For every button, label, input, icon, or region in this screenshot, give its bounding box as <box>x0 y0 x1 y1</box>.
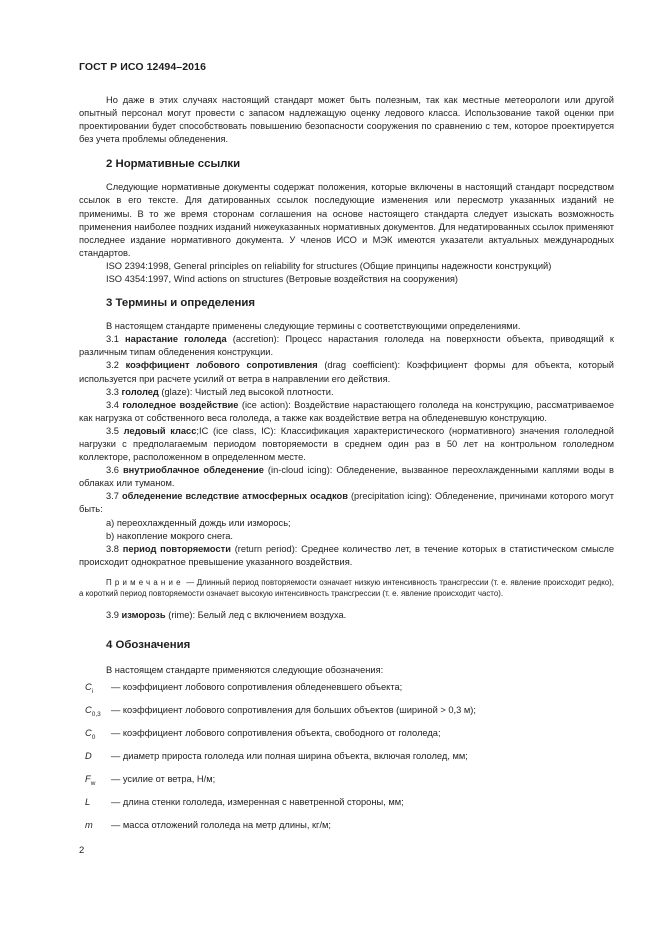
document-body <box>79 94 614 839</box>
document-header: ГОСТ Р ИСО 12494–2016 <box>79 61 207 73</box>
symbol-description: — длина стенки гололеда, измеренная с наветренной стороны, мм; <box>111 796 404 807</box>
symbol: L <box>85 796 91 807</box>
symbol-row <box>79 724 614 747</box>
term-definition: 3.4 гололедное воздействие (ice action): Воздействие нарастающего гололеда на конструкцию, рассматриваемое как нагрузка от собственного веса гололеда, а также как воздействие ветра на обледеневшую конструкцию. <box>79 399 614 423</box>
note-label: Примечание <box>106 577 184 587</box>
term-definition: 3.5 ледовый класс;IC (ice class, IC): Классификация характеристического (нормативного) значения гололедной нагрузки с предполагаемым периодом повторяемости в среднем один раз в 50 лет на контрольном гололедном коллекторе, расположенном в определенном месте. <box>79 425 614 463</box>
symbols-list <box>79 678 614 839</box>
term-definition: 3.6 внутриоблачное обледенение (in-cloud icing): Обледенение, вызванное переохлажденными каплями воды в облаках или туманом. <box>79 465 614 489</box>
page-number: 2 <box>79 845 85 856</box>
term-definition: 3.9 изморозь (rime): Белый лед с включением воздуха. <box>106 609 347 620</box>
section-2-paragraph: Следующие нормативные документы содержат положения, которые включены в настоящий стандарт посредством ссылок в его тексте. Для датированных ссылок последующие изменения или пересмотр указанных изданий не применимы. В то же время сторонам соглашения на основе настоящего стандарта следует изыскать возможность применения наиболее поздних изданий нижеуказанных нормативных документов. Для недатированных ссылок применяют последнее издание нормативного документа. У членов ИСО и МЭК имеются указатели актуальных международных стандартов. <box>79 182 614 258</box>
symbol-row <box>79 770 614 793</box>
reference-item: ISO 2394:1998, General principles on reliability for structures (Общие принципы надежности конструкций) <box>106 260 552 271</box>
symbol: $C_i$ <box>85 682 94 695</box>
symbol-description: — диаметр прироста гололеда или полная ширина объекта, включая гололед, мм; <box>111 750 468 761</box>
list-item: b) накопление мокрого снега. <box>106 530 234 541</box>
symbol: D <box>85 750 92 761</box>
section-4-title: 4 Обозначения <box>106 639 191 651</box>
symbol: $C_0$ <box>85 727 96 741</box>
symbol-row <box>79 701 614 724</box>
symbol-description: — масса отложений гололеда на метр длины, кг/м; <box>111 819 332 830</box>
intro-paragraph: Но даже в этих случаях настоящий стандарт может быть полезным, так как местные метеорологи или другой опытный персонал могут провести с запасом надлежащую оценку ледового класса. Использование такой оценки при проектировании будет способствовать повышению безопасности сооружения по сравнению с тем, которое проектируется без учета проблемы обледенения. <box>79 95 614 145</box>
symbol-description: — коэффициент лобового сопротивления объекта, свободного от гололеда; <box>111 727 441 738</box>
term-definition: 3.3 гололед (glaze): Чистый лед высокой плотности. <box>106 386 334 397</box>
symbol-row <box>79 793 614 816</box>
section-2-title: 2 Нормативные ссылки <box>106 158 241 171</box>
symbol-description: — коэффициент лобового сопротивления обледеневшего объекта; <box>111 682 403 692</box>
term-definition: 3.1 нарастание гололеда (accretion): Процесс нарастания гололеда на поверхности объекта, приводящий к различным типам обледенения конструкции. <box>79 334 614 358</box>
section-3-intro: В настоящем стандарте применены следующие термины с соответствующими определениями. <box>106 321 521 332</box>
symbol-row <box>79 678 614 701</box>
symbol-description: — усилие от ветра, Н/м; <box>111 773 216 784</box>
term-definition: 3.8 период повторяемости (return period): Среднее количество лет, в течение которых в статистическом смысле происходит однократное превышение указанного воздействия. <box>79 543 614 567</box>
section-4-intro: В настоящем стандарте применяются следующие обозначения: <box>106 665 384 675</box>
symbol-row <box>79 816 614 839</box>
symbol: $C_{0,3}$ <box>85 704 101 718</box>
list-item: a) переохлажденный дождь или изморось; <box>106 517 291 528</box>
symbol-description: — коэффициент лобового сопротивления для больших объектов (шириной > 0,3 м); <box>111 704 476 715</box>
note: Примечание — Длинный период повторяемости означает низкую интенсивность трансгрессии (т. е. явление происходит редко), а короткий период повторяемости означает высокую интенсивность трансгрессии (т. е. явление происходит часто). <box>79 577 614 598</box>
term-definition: 3.2 коэффициент лобового сопротивления (drag coefficient): Коэффициент формы для объекта, который используется при расчете усилий от ветра в направлении его действия. <box>79 360 614 384</box>
term-definition: 3.7 обледенение вследствие атмосферных осадков (precipitation icing): Обледенение, причинами которого могут быть: <box>79 491 614 515</box>
section-3-title: 3 Термины и определения <box>106 297 256 310</box>
symbol-row <box>79 747 614 770</box>
symbol: m <box>85 819 93 830</box>
symbol: $F_w$ <box>85 773 96 787</box>
reference-item: ISO 4354:1997, Wind actions on structures (Ветровые воздействия на сооружения) <box>106 274 459 285</box>
